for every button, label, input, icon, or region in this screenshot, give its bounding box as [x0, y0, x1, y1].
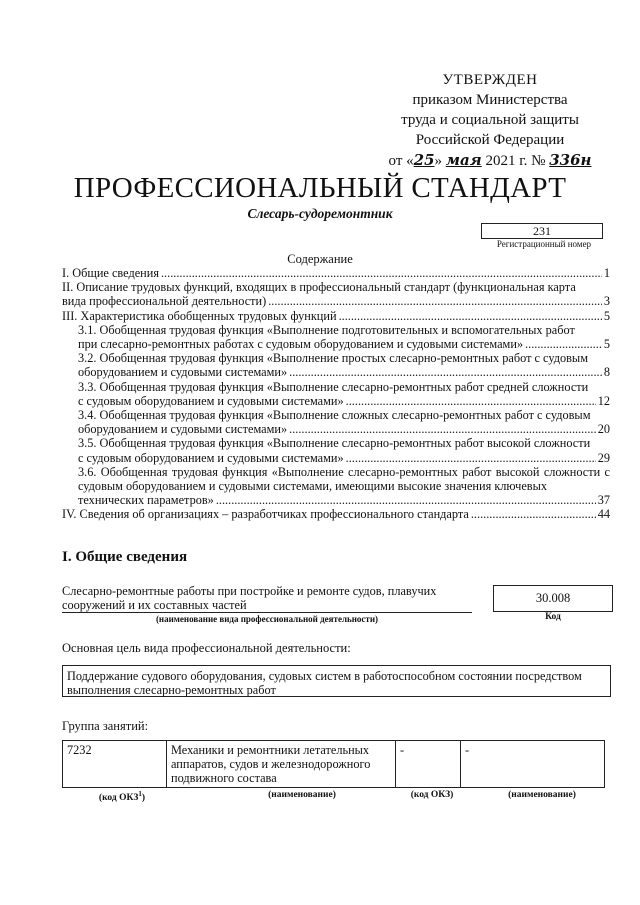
approval-line: Российской Федерации [415, 132, 565, 148]
activity-kind-name: Слесарно-ремонтные работы при постройке и ремонте судов, плавучих сооружений и их составных частей [62, 584, 437, 612]
table-row [63, 741, 605, 788]
goal-box: Поддержание судового оборудования, судовых систем в работоспособном состоянии посредством выполнения слесарно-ремонтных работ [62, 665, 611, 697]
group-label: Группа занятий: [62, 719, 149, 733]
toc-entry[interactable]: IV. Сведения об организациях – разработчиках профессионального стандарта ..... 44 [62, 507, 610, 521]
toc-entry[interactable]: III. Характеристика обобщенных трудовых функций ..... 5 [62, 309, 610, 323]
toc-entry[interactable]: 3.3. Обобщенная трудовая функция «Выполнение слесарно-ремонтных работ средней сложности с судовым оборудованием и судовыми системами» ..... 12 [78, 380, 610, 408]
occupation-name-cell: - [461, 741, 605, 788]
registration-number-box: 231 [481, 223, 603, 239]
occupation-name-cell: Механики и ремонтники летательных аппаратов, судов и железнодорожного подвижного состава [167, 741, 396, 788]
document-title: ПРОФЕССИОНАЛЬНЫЙ СТАНДАРТ [73, 172, 567, 204]
approval-line: приказом Министерства [412, 92, 568, 108]
approval-block [360, 70, 620, 171]
toc-entry[interactable]: 3.5. Обобщенная трудовая функция «Выполнение слесарно-ремонтных работ высокой сложности с судовым оборудованием и судовыми системами» ..... 29 [78, 436, 610, 464]
activity-code-box: 30.008 [493, 585, 613, 612]
table-of-contents [62, 266, 610, 522]
approval-title: УТВЕРЖДЕН [442, 72, 538, 88]
okz-code-cell: - [396, 741, 461, 788]
section-heading: I. Общие сведения [62, 549, 188, 565]
toc-entry[interactable]: 3.2. Обобщенная трудовая функция «Выполнение простых слесарно-ремонтных работ с судовым оборудованием и судовыми системами» ..... 8 [78, 351, 610, 379]
occupation-group-table [62, 740, 605, 788]
approval-line: труда и социальной защиты [401, 112, 579, 128]
approval-date: от «25» мая 2021 г. № 336н [388, 151, 592, 169]
handwritten-month: мая [445, 151, 482, 169]
caption-okz-code: (код ОКЗ) [410, 790, 454, 800]
handwritten-day: 25 [413, 151, 435, 169]
handwritten-number: 336н [549, 151, 592, 169]
divider [62, 612, 472, 613]
toc-entry[interactable]: 3.4. Обобщенная трудовая функция «Выполнение сложных слесарно-ремонтных работ с судовым оборудованием и судовыми системами» ..... 20 [78, 408, 610, 436]
caption-okz-code: (код ОКЗ$^1$) [98, 790, 146, 804]
caption-name: (наименование) [268, 790, 336, 800]
caption-name: (наименование) [508, 790, 576, 800]
goal-label: Основная цель вида профессиональной деятельности: [62, 641, 351, 655]
toc-heading: Содержание [287, 252, 353, 266]
document-subtitle: Слесарь-судоремонтник [247, 206, 393, 221]
activity-code-caption: Код [545, 612, 561, 622]
toc-entry[interactable]: II. Описание трудовых функций, входящих в профессиональный стандарт (функциональная карта вида профессиональной деятельности) ..... 3 [62, 280, 610, 308]
toc-entry[interactable]: 3.6. Обобщенная трудовая функция «Выполнение слесарно-ремонтных работ высокой сложности с судовым оборудованием и судовыми системами, имеющими высокие значения ключевых технических параметров» ..... 37 [78, 465, 610, 508]
toc-entry[interactable]: 3.1. Обобщенная трудовая функция «Выполнение подготовительных и вспомогательных работ при слесарно-ремонтных работах с судовым оборудованием и судовыми системами» ..... 5 [78, 323, 610, 351]
okz-code-cell: 7232 [63, 741, 167, 788]
activity-kind-caption: (наименование вида профессиональной деятельности) [155, 614, 379, 624]
toc-entry[interactable]: I. Общие сведения ..... 1 [62, 266, 610, 280]
registration-number-caption: Регистрационный номер [496, 239, 592, 249]
